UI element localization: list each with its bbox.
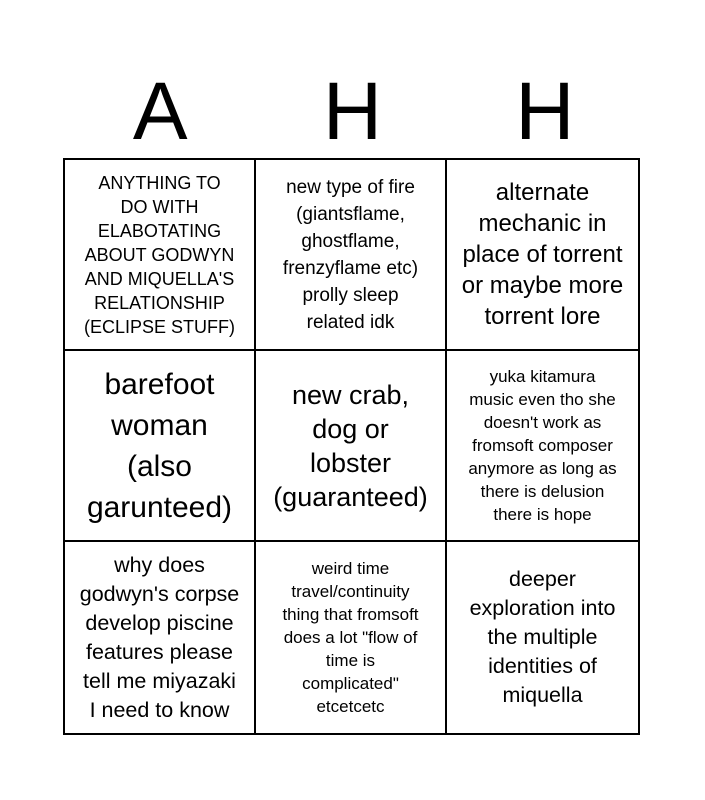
bingo-cell-9[interactable]	[447, 542, 638, 733]
bingo-board	[63, 158, 640, 735]
bingo-cell-5-text: new crab, dog or lobster (guaranteed)	[273, 379, 428, 512]
bingo-cell-6[interactable]	[447, 351, 638, 542]
bingo-cell-4-text: barefoot woman (also garunteed)	[86, 367, 233, 524]
bingo-cell-8[interactable]	[256, 542, 447, 733]
header-letter-1: A	[132, 65, 188, 157]
bingo-cell-2-text: new type of fire (giantsflame, ghostflame, frenzyflame etc) prolly sleep related idk	[282, 176, 419, 333]
header-letter-3: H	[515, 65, 575, 157]
bingo-cell-9-text: deeper exploration into the multiple identities of miquella	[469, 567, 616, 707]
bingo-cell-3[interactable]	[447, 160, 638, 351]
bingo-cell-7-text: why does godwyn's corpse develop piscine features please tell me miyazaki I need to know	[79, 552, 240, 722]
bingo-header	[64, 64, 641, 159]
bingo-cell-7[interactable]	[65, 542, 256, 733]
bingo-cell-4[interactable]	[65, 351, 256, 542]
bingo-cell-2[interactable]	[256, 160, 447, 351]
bingo-cell-8-text: weird time travel/continuity thing that fromsoft does a lot "flow of time is complicated" etcetcetc	[282, 559, 419, 716]
bingo-cell-6-text: yuka kitamura music even tho she doesn't work as fromsoft composer anymore as long as there is delusion there is hope	[468, 367, 617, 524]
bingo-cell-3-text: alternate mechanic in place of torrent or maybe more torrent lore	[461, 179, 624, 330]
bingo-cell-1[interactable]	[65, 160, 256, 351]
bingo-cell-5[interactable]	[256, 351, 447, 542]
bingo-cell-1-text: ANYTHING TO DO WITH ELABOTATING ABOUT GODWYN AND MIQUELLA'S RELATIONSHIP (ECLIPSE STUFF)	[83, 172, 235, 337]
header-letter-2: H	[322, 65, 383, 157]
